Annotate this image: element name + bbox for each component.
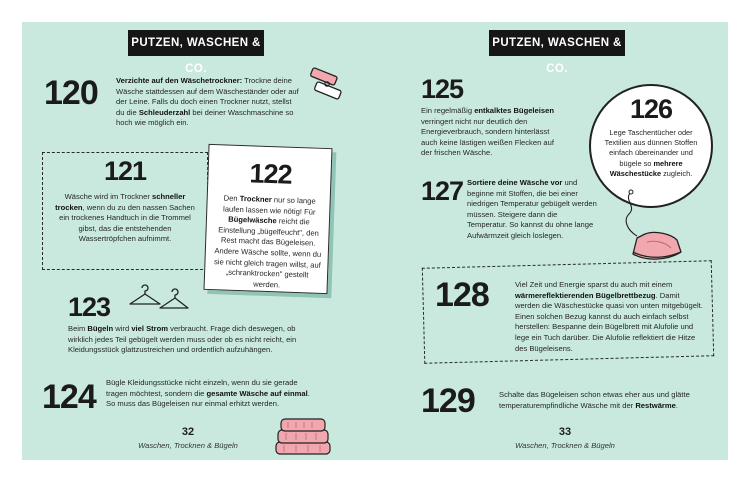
tip-123-number: 123 xyxy=(68,292,111,322)
tip-125-number: 125 xyxy=(421,74,464,104)
tip-121-number: 121 xyxy=(103,156,147,186)
tip-124-text: Bügle Kleidungsstücke nicht einzeln, wenn du sie gerade tragen möchtest, sondern die gesamte Wäsche auf einmal. So muss das Bügeleisen nur einmal erhitzt werden. xyxy=(106,378,310,409)
tip-129-number: 129 xyxy=(421,382,475,420)
tip-129-text: Schalte das Bügeleisen schon etwas eher aus und glätte temperaturempfindliche Wäsche mit der Restwärme. xyxy=(499,390,690,410)
clothespin-icon xyxy=(309,66,345,106)
right-page xyxy=(375,22,728,460)
tip-124-number: 124 xyxy=(42,378,96,416)
tip-126-number: 126 xyxy=(629,94,673,124)
tip-122-note xyxy=(203,144,332,294)
left-page-caption: Waschen, Trocknen & Bügeln xyxy=(138,441,238,450)
tip-128-number: 128 xyxy=(435,276,489,314)
tip-128-text: Viel Zeit und Energie sparst du auch mit einem wärmereflektierenden Bügelbrettbezug. Damit werden die Wäschestücke quasi von unten mitgebügelt. Einen solchen Bezug kannst du auch einfach selbst herstellen: Bespanne dein Bügelbrett mit Alufolie und lege ein Tuch darüber. Die Alufolie reflektiert die Hitze des Bügeleisens. xyxy=(515,280,703,353)
tip-121-text: Wäsche wird im Trockner schneller trocken, wenn du zu den nassen Sachen ein trockenes Handtuch in die Trommel gibst, das die entstehenden Wassertröpfchen aufnimmt. xyxy=(55,192,195,244)
tip-126-text: Lege Taschentücher oder Textilien aus dünnen Stoffen einfach übereinander und bügele so mehrere Wäschestücke zugleich. xyxy=(604,128,698,178)
tip-125-text: Ein regelmäßig entkalktes Bügeleisen verringert nicht nur deutlich den Energieverbrauch, sondern hinterlässt auch keine lästigen weißen Flecken auf der frischen Wäsche. xyxy=(421,106,554,158)
book-spread xyxy=(22,22,728,460)
left-header: PUTZEN, WASCHEN & CO. xyxy=(128,30,264,56)
tip-127-number: 127 xyxy=(421,176,464,206)
tip-120-number: 120 xyxy=(44,74,98,112)
tip-127-text: Sortiere deine Wäsche vor und beginne mit Stoffen, die bei einer niedrigen Temperatur gebügelt werden müssen. Steigere dann die Temperatur. So kannst du ohne lange Aufwärmzeit gleich loslegen. xyxy=(467,178,597,240)
left-page-number: 32 xyxy=(181,426,195,438)
folded-towels-icon xyxy=(272,416,334,456)
tip-123-text: Beim Bügeln wird viel Strom verbraucht. Frage dich deswegen, ob wirklich jedes Teil gebügelt werden muss oder ob es nicht reicht, ein Kleidungsstück glattzustreichen und ordentlich aufzuhängen. xyxy=(68,324,297,355)
tip-122-text: Den Trockner nur so lange laufen lassen wie nötig! Für Bügelwäsche reicht die Einstellung „bügelfeucht", den Rest macht das Bügeleisen. Andere Wäsche sollte, wenn du sie nicht gleich tragen willst, auf „schranktrocken" gestellt werden. xyxy=(213,193,322,290)
right-page-caption: Waschen, Trocknen & Bügeln xyxy=(515,441,615,450)
hanger-icon xyxy=(128,284,190,310)
tip-120-text: Verzichte auf den Wäschetrockner: Trockne deine Wäsche stattdessen auf dem Wäscheständer oder auf der Leine. Falls du doch einen Trockner nutzt, stellst du die Schleuderzahl bei deiner Waschmaschine so hoch wie möglich ein. xyxy=(116,76,299,128)
right-page-number: 33 xyxy=(558,426,572,438)
right-header: PUTZEN, WASCHEN & CO. xyxy=(489,30,625,56)
iron-icon xyxy=(603,188,685,270)
tip-122-number: 122 xyxy=(249,158,293,190)
left-page xyxy=(22,22,375,460)
